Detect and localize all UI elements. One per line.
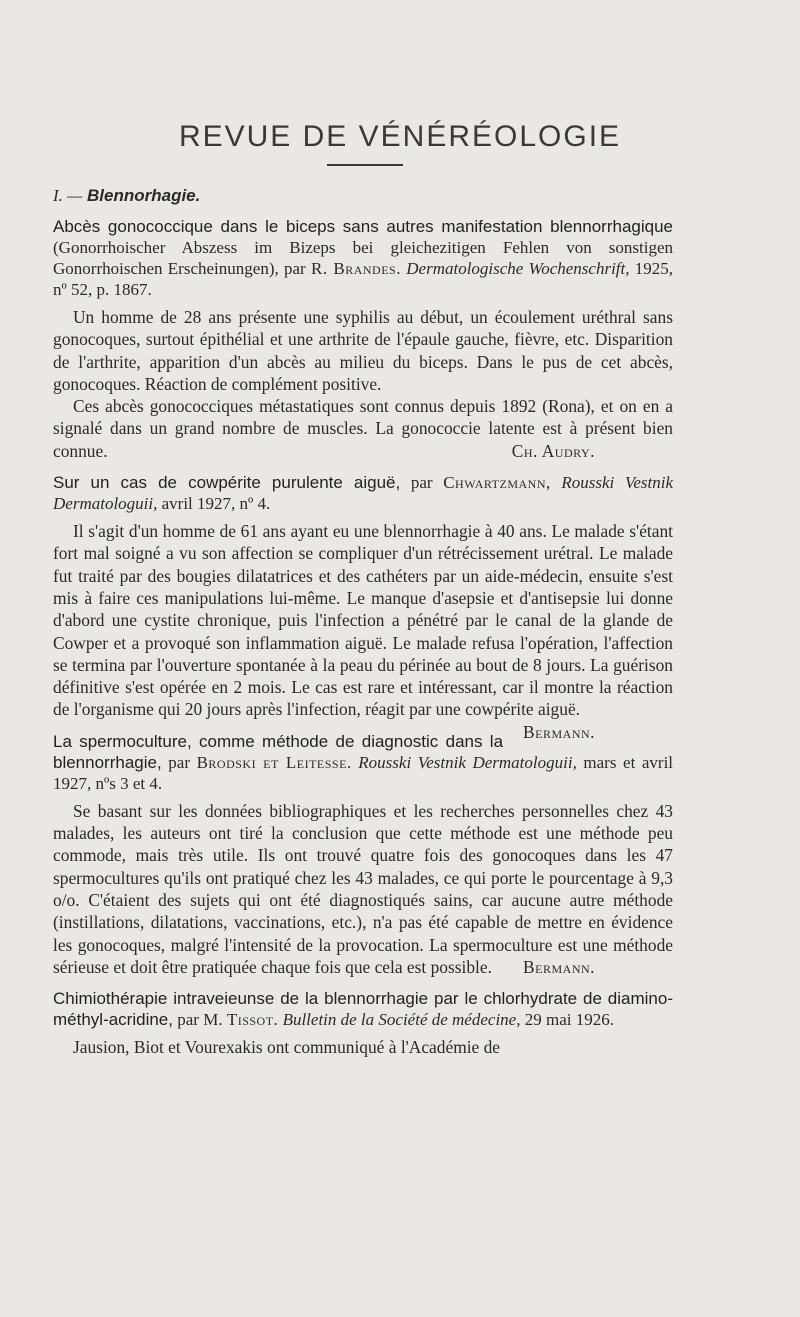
article-2-journal: Rousski Vestnik Dermatologuii,	[53, 473, 674, 514]
section-title: Blennorhagie.	[87, 186, 201, 205]
article-3-citation: mars et avril 1927, nºs 3 et 4.	[53, 752, 674, 793]
article-1-citation: 1925, nº 52, p. 1867.	[53, 259, 674, 299]
article-4-by: par M.	[177, 1010, 223, 1030]
article-2-citation: avril 1927, nº 4.	[161, 494, 271, 514]
article-1-author: R. Brandes.	[311, 259, 401, 278]
article-2-author: Chwartzmann,	[443, 473, 551, 493]
article-1	[53, 216, 673, 462]
article-1-para-1: Un homme de 28 ans présente une syphilis au début, un écoulement uréthral sans gonocoques, surtout épithélial et une arthrite de l'épaule gauche, fièvre, etc. Disparition de l'arthrite, apparition d'un abcès au milieu du biceps. Dans le pus de cet abcès, gonocoques. Réaction de complément positive.	[53, 307, 673, 394]
article-3-title: La spermoculture, comme méthode de diagnostic dans la blennorrhagie,	[53, 731, 504, 772]
article-1-title: Abcès gonococcique dans le biceps sans autres manifestation blennorrhagique	[53, 217, 673, 236]
article-1-para-2-text: Ces abcès gonococciques métastatiques sont connus depuis 1892 (Rona), et on en a signalé dans un grand nombre de muscles. La gonococcie latente est à présent bien connue.	[53, 396, 673, 461]
article-3-by: par	[168, 752, 190, 772]
article-1-para-2	[53, 395, 673, 462]
article-4-journal: Bulletin de la Société de médecine,	[282, 1010, 521, 1030]
article-3-para-1-text: Se basant sur les données bibliographiques et les recherches personnelles chez 43 malades, les auteurs ont tiré la conclusion que cette méthode est une méthode peu commode, mais très utile. Ils ont trouvé quatre fois des gonocoques dans les 47 spermocultures qu'ils ont pratiqué chez les 43 malades, ce qui porte le pourcentage à 9,3 o/o. C'étaient des sujets qui ont été diagnostiqués sains, car aucune autre méthode (instillations, dilatations, vaccinations, etc.), n'a pas été capable de mettre en évidence les gonocoques, malgré l'intensité de la provocation. La spermoculture est une méthode sérieuse et doit être pratiquée chaque fois que cela est possible.	[53, 800, 673, 977]
article-2-reviewer: Bermann.	[523, 721, 595, 742]
article-1-header	[53, 216, 673, 300]
article-2-title: Sur un cas de cowpérite purulente aiguë,	[53, 473, 401, 493]
content	[53, 186, 673, 1066]
article-1-reviewer: Ch. Audry.	[511, 440, 595, 461]
title-rule	[327, 164, 403, 166]
article-2-para-1	[53, 520, 673, 742]
article-3-journal: Rousski Vestnik Dermatologuii,	[358, 752, 577, 772]
article-3-para-1	[53, 800, 673, 978]
section-heading	[53, 186, 673, 206]
article-3-reviewer: Bermann.	[523, 956, 595, 977]
article-4-citation: 29 mai 1926.	[524, 1010, 614, 1030]
journal-title: REVUE DE VÉNÉRÉOLOGIE	[178, 120, 622, 153]
article-2-header	[53, 472, 673, 514]
article-4-para-1: Jausion, Biot et Vourexakis ont communiqué à l'Académie de	[73, 1037, 501, 1058]
article-2-by: par	[410, 473, 433, 493]
article-1-ref: (Gonorrhoischer Abszess im Bizeps bei gleichezitigen Fehlen von sonstigen Gonorrhoischen Erscheinungen), par	[53, 238, 673, 278]
article-4	[53, 988, 673, 1058]
article-3	[53, 731, 673, 978]
article-4-title: Chimiothérapie intraveieunse de la blennorrhagie par le chlorhydrate de diamino-méthyl-acridine,	[53, 989, 673, 1030]
article-4-header	[53, 988, 673, 1030]
article-1-journal: Dermatologische Wochenschrift,	[406, 259, 630, 278]
article-4-author: Tissot.	[226, 1010, 279, 1030]
section-number: I. —	[53, 186, 83, 205]
article-3-author: Brodski et Leitesse.	[196, 752, 352, 772]
article-2-para-1-text: Il s'agit d'un homme de 61 ans ayant eu une blennorrhagie à 40 ans. Le malade s'étant fort mal soigné a vu son affection se compliquer d'un rétrécissement urétral. Le malade fut traité par des bougies dilatatrices et des cathéters par un aide-médecin, ensuite s'est mis à faire ces manipulations lui-même. Le manque d'asepsie et d'antisepsie lui donne d'abord une cystite chronique, puis l'infection a pénétré par le canal de la glande de Cowper et a provoqué son inflammation aiguë. Le malade refusa l'opération, l'affection se termina par l'ouverture spontanée à la peau du périnée au bout de 8 jours. La guérison définitive s'est opérée en 2 mois. Le cas est rare et intéressant, car il montre la réaction de l'organisme qui 20 jours après l'infection, réagit par une cowpérite aiguë.	[53, 521, 673, 720]
article-2	[53, 472, 674, 742]
